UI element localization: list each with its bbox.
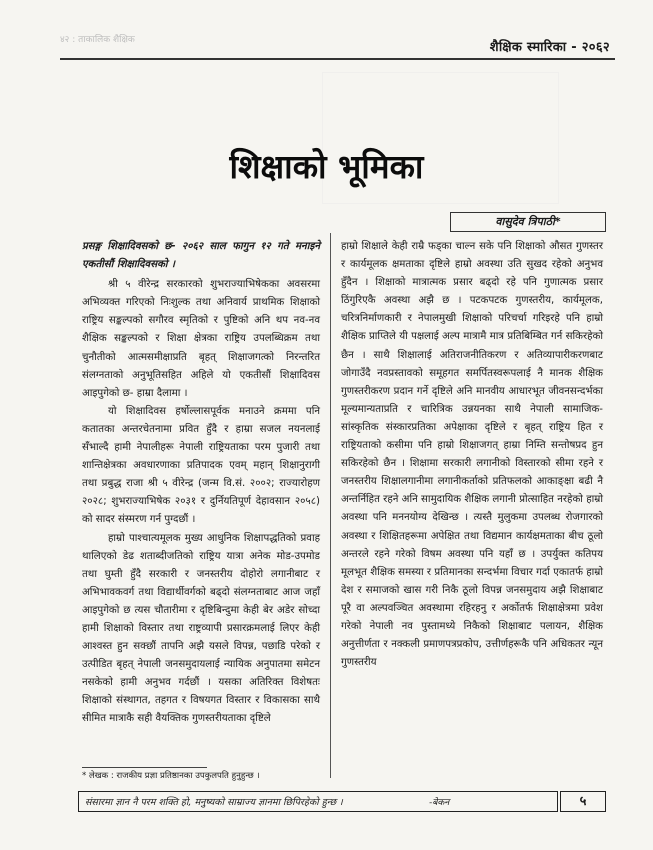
- header-rule: [60, 58, 615, 60]
- quote-attribution: -बेकन: [429, 798, 450, 808]
- running-head: शैक्षिक स्मारिका - २०६२: [489, 40, 610, 55]
- paragraph: हाम्रो शिक्षाले केही राम्रै फड्का चाल्न सके पनि शिक्षाको औसत गुणस्तर र कार्यमूलक क्षमताका दृष्टिले हाम्रो अवस्था उति सुखद रहेको अनुभव हुँदैन । शिक्षाको मात्रात्मक प्रसार बढ्दो रहे पनि गुणात्मक प्रसार ठिंगुरिएकै अवस्था अझै छ । पटकपटक गुणस्तरीय, कार्यमूलक, चरित्रनिर्माणकारी र नेपालमुखी शिक्षाको परिचर्चा गरिइरहे पनि हाम्रो शैक्षिक प्राप्तिले यी पक्षलाई अल्प मात्रामै मात्र प्रतिबिम्बित गर्न सकिरहेको छैन । साथै शिक्षालाई अतिराजनीतिकरण र अतिव्यापारीकरणबाट जोगाउँदै नवप्रस्तावको समूहगत समर्पितस्वरूपलाई नै मानक शैक्षिक गुणस्तरीकरण प्रदान गर्ने दृष्टिले अनि मानवीय आधारभूत जीवनसन्दर्भका मूल्यमान्यताप्रति र चारित्रिक उन्नयनका साथै नेपाली सामाजिक-सांस्कृतिक संस्कारप्रतिका अपेक्षाका दृष्टिले र बृहत् राष्ट्रिय हित र राष्ट्रियताको कसीमा पनि हाम्रो शिक्षाजगत् हाम्रा निम्ति सन्तोषप्रद हुन सकिरहेको छैन । शिक्षामा सरकारी लगानीको विस्तारको सीमा रहने र जनस्तरीय शिक्षालगानीमा लगानीकर्ताको प्रतिफलको आकाङ्क्षा बढी नै अन्तर्निहित रहने अनि सामुदायिक शैक्षिक लगानी प्रोत्साहित नरहेको हाम्रो अवस्था पनि मननयोग्य देखिन्छ । त्यस्तै मुलुकमा उपलब्ध रोजगारको अवस्था र शिक्षितहरूमा अपेक्षित तथा विद्यमान कार्यक्षमताका बीच ठूलो अन्तरले रहने गरेको विषम अवस्था पनि यहाँ छ । उपर्युक्त कतिपय मूलभूत शैक्षिक समस्या र प्रतिमानका सन्दर्भमा विचार गर्दा एकातर्फ हाम्रो देश र समाजको खास गरी निकै ठूलो विपन्न जनसमुदाय अझै शिक्षाबाट पूरै वा अल्पवञ्चित अवस्थामा रहिरहनु र अर्कोतर्फ शिक्षाक्षेत्रमा प्रवेश गरेको नेपाली नव पुस्तामध्ये निकैको शिक्षाबाट पलायन, शैक्षिक अनुत्तीर्णता र नक्कली प्रमाणपत्रप्रकोप, उत्तीर्णहरूकै पनि अधिकतर न्यून गुणस्तरीय: [341, 241, 603, 669]
- author-box: वासुदेव त्रिपाठी*: [450, 212, 606, 232]
- paragraph: यो शिक्षादिवस हर्षोल्लासपूर्वक मनाउने क्रममा पनि कतातका अन्तरचेतनामा प्रवित हुँदै र हाम्रा सजल नयनलाई सँभाल्दै हामी नेपालीहरू नेपाली राष्ट्रियताका परम पुजारी तथा शान्तिक्षेत्रका अवधारणाका प्रतिपादक एवम् महान् शिक्षानुरागी तथा प्रबुद्ध राजा श्री ५ वीरेन्द्र (जन्म वि.सं. २००२; राज्यारोहण २०२८; शुभराज्याभिषेक २०३१ र दुर्नियतिपूर्ण देहावसान २०५८) को सादर संस्मरण गर्न पुग्दछौं ।: [82, 405, 320, 526]
- paragraph: श्री ५ वीरेन्द्र सरकारको शुभराज्याभिषेकका अवसरमा अभिव्यक्त गरिएको निःशुल्क तथा अनिवार्य प्राथमिक शिक्षाको राष्ट्रिय सङ्कल्पको सगौरव स्मृतिको र पुष्टिको अनि थप नव-नव शैक्षिक सङ्कल्पको र शिक्षा क्षेत्रका राष्ट्रिय उपलब्धिक्रम तथा चुनौतीको आत्मसमीक्षाप्रति बृहत् शिक्षाजगत्को निरन्तरित संलग्नताको अनुभूतिसहित अहिले यो एकतीसौं शिक्षादिवस आइपुगेको छ- हाम्रा दैलामा ।: [82, 279, 320, 399]
- bleed-through-header: ४२ : ताकालिक शैक्षिक: [60, 35, 135, 45]
- lead-paragraph: प्रसङ्ग शिक्षादिवसको छ- २०६२ साल फागुन १२ गते मनाइने एकतीसौं शिक्षादिवसको ।: [82, 241, 320, 271]
- left-column: [82, 238, 320, 729]
- paragraph: हाम्रो पाश्चात्यमूलक मुख्य आधुनिक शिक्षापद्धतिको प्रवाह थालिएको डेढ शताब्दीजतिको राष्ट्रिय यात्रा अनेक मोड-उपमोड तथा घुम्ती हुँदै सरकारी र जनस्तरीय दोहोरो लगानीबाट र अभिभावकवर्ग तथा विद्यार्थीवर्गको बढ्दो संलग्नताबाट आज जहाँ आइपुगेको छ त्यस चौतारीमा र दृष्टिबिन्दुमा केही बेर अडेर सोच्दा हामी शिक्षाको विस्तार तथा राष्ट्रव्यापी प्रसारक्रमलाई लिएर केही आश्वस्त हुन सक्छौं तापनि अझै यसले विपन्न, पछाडि परेको र उत्पीडित बृहत् नेपाली जनसमुदायलाई न्यायिक अनुपातमा समेटन नसकेको हामी अनुभव गर्दछौं । यसका अतिरिक्त विशेषतः शिक्षाको संस्थागत, तहगत र विषयगत विस्तार र विकासका साथै सीमित मात्राकै सही वैयक्तिक गुणस्तरीयताका दृष्टिले: [82, 532, 320, 725]
- quote-text: संसारमा ज्ञान नै परम शक्ति हो, मनुष्यको साम्राज्य ज्ञानमा छिपिरहेको हुन्छ ।: [85, 797, 343, 808]
- footnote-rule: [82, 767, 207, 768]
- page-number: ५: [560, 791, 606, 812]
- right-column: [341, 238, 603, 672]
- column-rule: [330, 233, 331, 778]
- footnote: * लेखक : राजकीय प्रज्ञा प्रतिष्ठानका उपकुलपति हुनुहुन्छ ।: [82, 771, 260, 781]
- article-title: शिक्षाको भूमिका: [229, 147, 424, 186]
- quote-box: [78, 791, 558, 812]
